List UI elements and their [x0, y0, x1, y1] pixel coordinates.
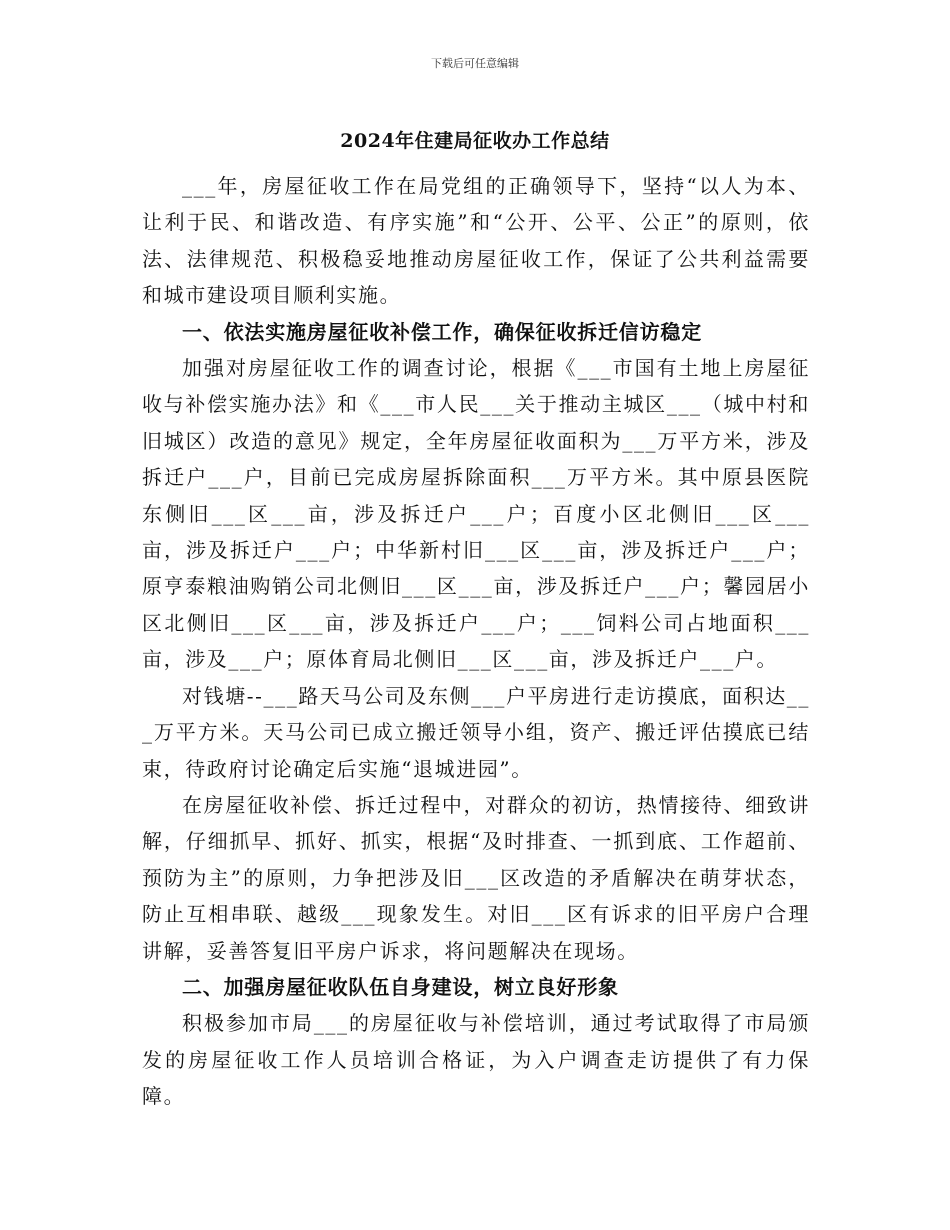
section-2-paragraph-1: 积极参加市局___的房屋征收与补偿培训，通过考试取得了市局颁发的房屋征收工作人员培训合格证，为入户调查走访提供了有力保障。 — [142, 1011, 810, 1109]
document-body — [142, 168, 810, 1115]
section-2-heading: 二、加强房屋征收队伍自身建设，树立良好形象 — [182, 974, 619, 999]
section-1-paragraph-2: 对钱塘--___路天马公司及东侧___户平房进行走访摸底，面积达___万平方米。天马公司已成立搬迁领导小组，资产、搬迁评估摸底已结束，待政府讨论确定后实施“退城进园”。 — [142, 683, 810, 781]
document-title: 2024年住建局征收办工作总结 — [340, 130, 610, 152]
section-1-heading: 一、依法实施房屋征收补偿工作，确保征收拆迁信访稳定 — [182, 319, 702, 344]
intro-paragraph: ___年，房屋征收工作在局党组的正确领导下，坚持“以人为本、让利于民、和谐改造、有序实施”和“公开、公平、公正”的原则，依法、法律规范、积极稳妥地推动房屋征收工作，保证了公共利益需要和城市建设项目顺利实施。 — [142, 174, 810, 308]
section-1-paragraph-1: 加强对房屋征收工作的调查讨论，根据《___市国有土地上房屋征收与补偿实施办法》和《___市人民___关于推动主城区___（城中村和旧城区）改造的意见》规定，全年房屋征收面积为___万平方米，涉及拆迁户___户，目前已完成房屋拆除面积___万平方米。其中原县医院东侧旧___区___亩，涉及拆迁户___户；百度小区北侧旧___区___亩，涉及拆迁户___户；中华新村旧___区___亩，涉及拆迁户___户；原亨泰粮油购销公司北侧旧___区___亩，涉及拆迁户___户；馨园居小区北侧旧___区___亩，涉及拆迁户___户；___饲料公司占地面积___亩，涉及___户；原体育局北侧旧___区___亩，涉及拆迁户___户。 — [142, 356, 810, 672]
section-1-paragraph-3: 在房屋征收补偿、拆迁过程中，对群众的初访，热情接待、细致讲解，仔细抓早、抓好、抓实，根据“及时排查、一抓到底、工作超前、预防为主”的原则，力争把涉及旧___区改造的矛盾解决在萌芽状态，防止互相串联、越级___现象发生。对旧___区有诉求的旧平房户合理讲解，妥善答复旧平房户诉求，将问题解决在现场。 — [142, 792, 810, 963]
header-note: 下载后可任意编辑 — [431, 57, 519, 70]
